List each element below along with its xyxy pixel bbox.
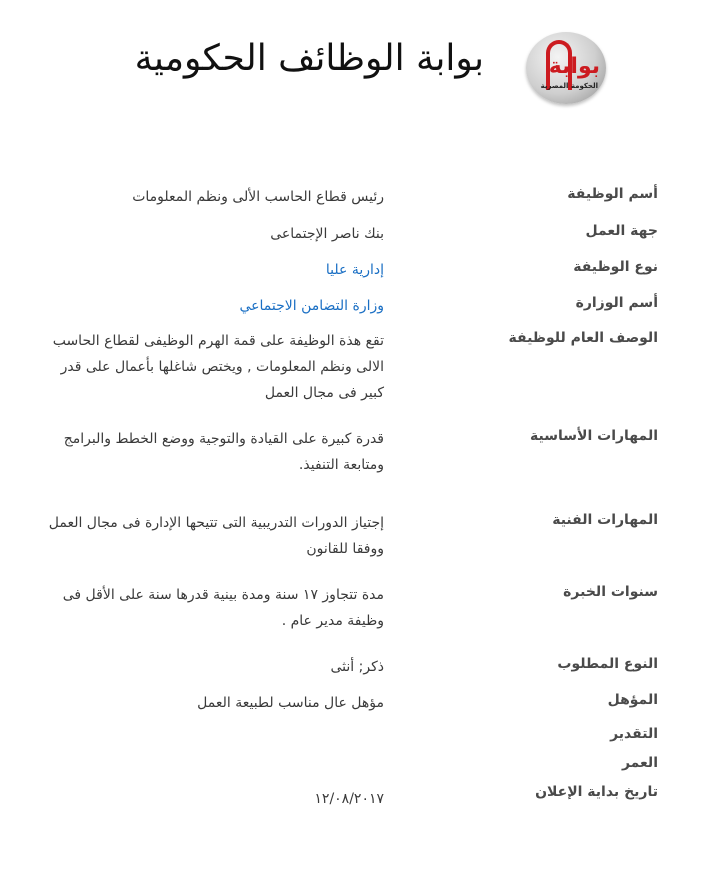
value-employer: بنك ناصر الإجتماعى (270, 226, 384, 242)
label-description: الوصف العام للوظيفة (508, 330, 658, 346)
label-qualification: المؤهل (607, 692, 658, 708)
portal-logo[interactable] (526, 32, 606, 104)
value-technical-skills: إجتياز الدورات التدريبية التى تتيحها الإدارة فى مجال العمل ووفقا للقانون (48, 515, 384, 557)
label-job-type: نوع الوظيفة (573, 259, 658, 275)
logo-subtitle: الحكومة المصرية (540, 82, 598, 90)
label-technical-skills: المهارات الفنية (552, 512, 658, 528)
value-basic-skills: قدرة كبيرة على القيادة والتوجية ووضع الخطط والبرامج ومتابعة التنفيذ. (63, 431, 384, 473)
label-job-name: أسم الوظيفة (567, 186, 658, 202)
ministry-link[interactable]: وزارة التضامن الاجتماعي (239, 298, 384, 314)
value-gender: ذكر; أنثى (330, 659, 384, 675)
page-header (0, 0, 722, 130)
label-age: العمر (621, 755, 658, 771)
job-type-link[interactable]: إدارية عليا (325, 262, 384, 278)
label-gender: النوع المطلوب (557, 656, 658, 672)
site-title: بوابة الوظائف الحكومية (134, 38, 484, 79)
label-announcement-date: تاريخ بداية الإعلان (535, 784, 658, 800)
value-experience: مدة تتجاوز ١٧ سنة ومدة بينية قدرها سنة على الأقل فى وظيفة مدير عام . (62, 587, 384, 629)
value-description: تقع هذة الوظيفة على قمة الهرم الوظيفى لقطاع الحاسب الالى ونظم المعلومات , ويختص شاغلها بأعمال على قدر كبير فى مجال العمل (52, 333, 384, 401)
value-job-name: رئيس قطاع الحاسب الألى ونظم المعلومات (132, 189, 384, 205)
value-announcement-date: ١٢/٠٨/٢٠١٧ (314, 791, 384, 807)
label-grade: التقدير (610, 726, 658, 742)
label-experience: سنوات الخبرة (563, 584, 658, 600)
label-ministry: أسم الوزارة (575, 295, 658, 311)
value-qualification: مؤهل عال مناسب لطبيعة العمل (197, 695, 384, 711)
logo-word: بوابة (548, 54, 600, 79)
label-employer: جهة العمل (585, 223, 658, 239)
label-basic-skills: المهارات الأساسية (530, 428, 658, 444)
